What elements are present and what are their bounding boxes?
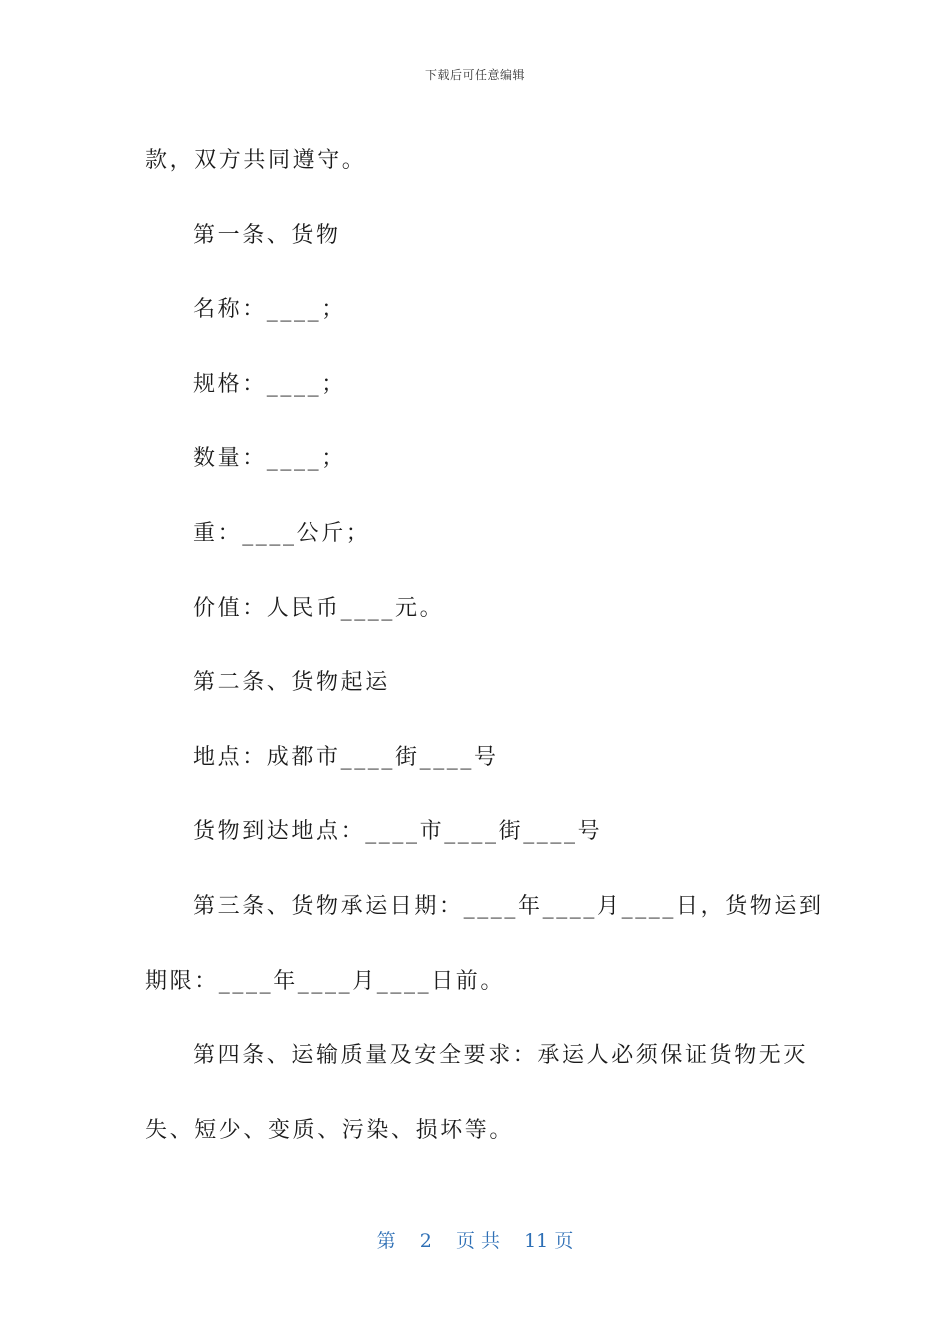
goods-value-field: 价值：人民币____元。 [193, 595, 445, 621]
destination-location-field: 货物到达地点：____市____街____号 [193, 819, 603, 845]
footer-prefix: 第 [376, 1230, 396, 1252]
goods-name-field: 名称：____； [193, 297, 346, 323]
current-page-number: 2 [419, 1230, 432, 1252]
total-pages-number: 11 [524, 1230, 549, 1252]
document-body [145, 124, 824, 1168]
origin-location-field: 地点：成都市____街____号 [193, 744, 499, 770]
page-header: 下载后可任意编辑 [424, 68, 525, 82]
footer-suffix: 页 [554, 1230, 574, 1252]
footer-middle: 页 共 [455, 1230, 500, 1252]
goods-weight-field: 重：____公斤； [193, 520, 371, 546]
article-2-heading: 第二条、货物起运 [193, 670, 390, 696]
goods-spec-field: 规格：____； [193, 371, 346, 397]
article-4-paragraph-cont: 失、短少、变质、污染、损坏等。 [145, 1117, 515, 1143]
article-3-paragraph: 第三条、货物承运日期：____年____月____日，货物运到 [193, 893, 824, 919]
paragraph-line: 款，双方共同遵守。 [145, 148, 367, 173]
article-3-paragraph-cont: 期限：____年____月____日前。 [145, 968, 506, 994]
article-1-heading: 第一条、货物 [193, 222, 341, 248]
page-footer [0, 1226, 950, 1253]
article-4-paragraph: 第四条、运输质量及安全要求：承运人必须保证货物无灭 [193, 1043, 809, 1069]
goods-quantity-field: 数量：____； [193, 446, 346, 472]
